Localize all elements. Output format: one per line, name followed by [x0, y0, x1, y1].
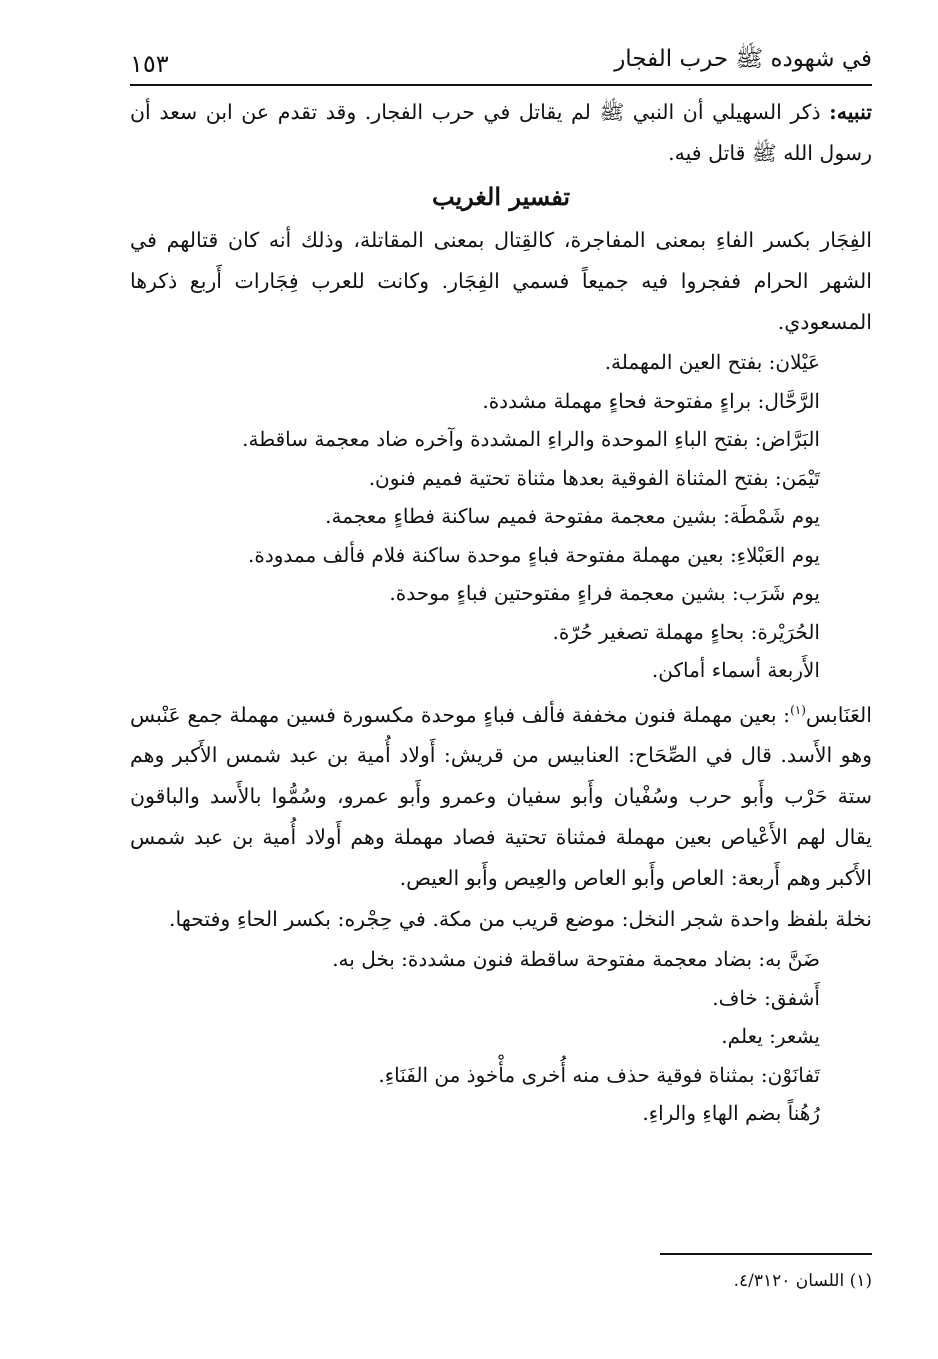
nakhla-paragraph: نخلة بلفظ واحدة شجر النخل: موضع قريب من مكة. في حِجْره: بكسر الحاءِ وفتحها.	[168, 907, 872, 932]
footnote-separator	[660, 1253, 872, 1255]
glossary-entry: يوم العَبْلاءِ: بعين مهملة مفتوحة فباءٍ موحدة ساكنة فلام فألف ممدودة.	[248, 542, 820, 567]
anabis-paragraph	[130, 690, 872, 900]
glossary-entry: ضَنَّ به: بضاد معجمة مفتوحة ساقطة فنون مشددة: بخل به.	[332, 947, 820, 972]
anabis-term: العَنَابس	[805, 702, 872, 727]
note-text: ذكر السهيلي أن النبي ﷺ لم يقاتل في حرب الفجار. وقد تقدم عن ابن سعد أن رسول الله ﷺ قاتل فيه.	[130, 100, 872, 165]
glossary-entry: يوم شَرَب: بشين معجمة فراءٍ مفتوحتين فباءٍ موحدة.	[389, 581, 820, 605]
glossary-list-a	[130, 343, 872, 690]
glossary-entry: الرَّحَّال: براءٍ مفتوحة فحاءٍ مهملة مشددة.	[482, 388, 820, 413]
section-heading: تفسير الغريب	[431, 182, 571, 211]
glossary-entry: يشعر: يعلم.	[721, 1024, 820, 1049]
glossary-entry: عَيْلان: بفتح العين المهملة.	[604, 350, 820, 374]
glossary-entry: الحُرَيْرة: بحاءٍ مهملة تصغير حُرّة.	[552, 619, 820, 644]
page-body	[130, 36, 872, 1133]
glossary-entry: تَيْمَن: بفتح المثناة الفوقية بعدها مثناة تحتية فميم فنون.	[368, 465, 820, 490]
page-number: ١٥٣	[130, 50, 169, 78]
glossary-entry: تَفانَوْن: بمثناة فوقية حذف منه أُخرى مأْخوذ من الفَنَاءِ.	[378, 1062, 820, 1087]
anabis-text: : بعين مهملة فنون مخففة فألف فباءٍ موحدة مكسورة فسين مهملة جمع عَنْبس وهو الأَسد. قال في الصِّحَاح: العنابيس من قريش: أَولاد أُمية بن عبد شمس الأَكبر وهم ستة حَرْب وأَبو حرب وسُفْيان وأَبو سفيان وعمرو وأَبو عمرو، وسُمُّوا بالأَسد والباقون يقال لهم الأَعْياص بعين مهملة فمثناة تحتية فصاد مهملة وهم أَولاد أُمية بن عبد شمس الأَكبر وهم أَربعة: العاص وأَبو العاص والعِيص وأَبو العيص.	[130, 702, 872, 891]
running-title: في شهوده ﷺ حرب الفجار	[614, 46, 872, 72]
footnote-ref[interactable]: (١)	[790, 702, 806, 717]
intro-paragraph: الفِجَار بكسر الفاءِ بمعنى المفاجرة، كالقِتال بمعنى المقاتلة، وذلك أنه كان قتالهم في الشهر الحرام ففجروا فيه جميعاً فسمي الفِجَار. وكانت للعرب فِجَارات أَربع ذكرها المسعودي.	[130, 228, 872, 334]
glossary-entry: أَشفق: خاف.	[712, 985, 820, 1010]
note-label: تنبيه:	[829, 100, 872, 124]
running-header	[130, 36, 872, 86]
glossary-entry: يوم شَمْطَة: بشين معجمة مفتوحة فميم ساكنة فطاءٍ معجمة.	[325, 504, 820, 528]
footnote: (١) اللسان ٤/٣١٢٠.	[733, 1271, 872, 1291]
glossary-entry: رُهُناً بضم الهاءِ والراءِ.	[642, 1101, 820, 1126]
glossary-entry: الأَربعة أسماء أماكن.	[651, 658, 820, 682]
glossary-list-b	[130, 940, 872, 1133]
glossary-entry: البَرَّاض: بفتح الباءِ الموحدة والراءِ المشددة وآخره ضاد معجمة ساقطة.	[242, 427, 820, 451]
note-paragraph	[130, 92, 872, 174]
